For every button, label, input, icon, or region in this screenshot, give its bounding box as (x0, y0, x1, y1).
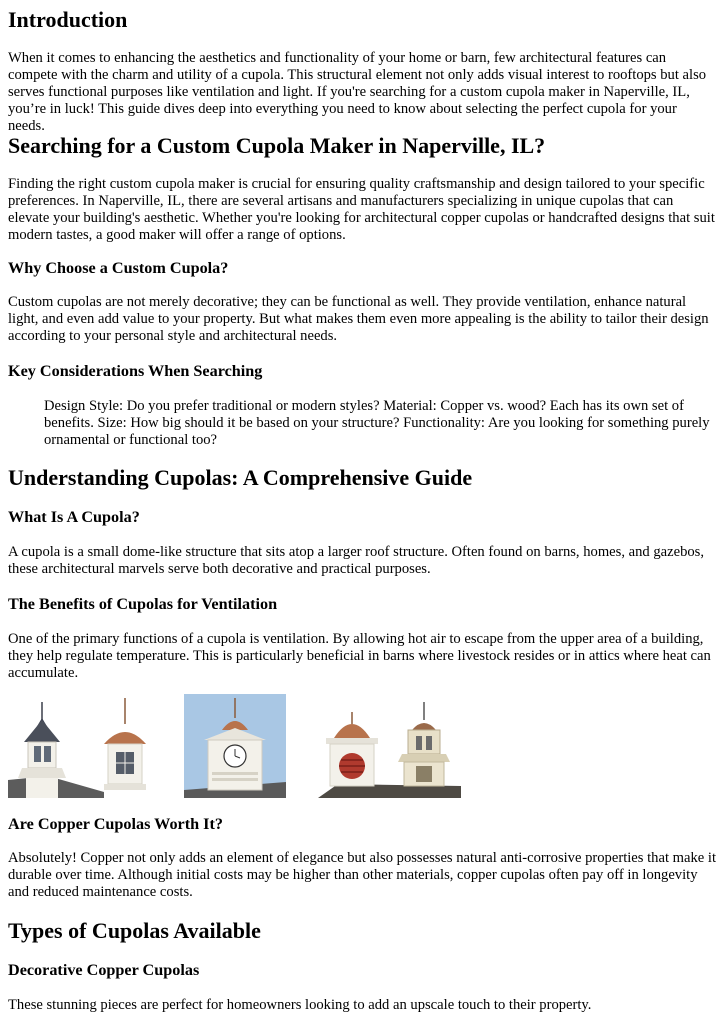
paragraph-benefits: One of the primary functions of a cupola is ventilation. By allowing hot air to escape from the upper area of a building, they help regulate temperature. This is particularly beneficial in barns where livestock resides or in attics where heat can accumulate. (8, 631, 711, 681)
heading-what-is-cupola: What Is A Cupola? (8, 508, 140, 526)
heading-decorative-copper: Decorative Copper Cupolas (8, 961, 200, 979)
cupolas-photo-collage (8, 694, 461, 798)
cupolas-image (8, 694, 461, 798)
paragraph-decorative-copper: These stunning pieces are perfect for homeowners looking to add an upscale touch to their property. (8, 997, 592, 1013)
heading-copper-worth: Are Copper Cupolas Worth It? (8, 815, 223, 833)
heading-benefits: The Benefits of Cupolas for Ventilation (8, 595, 278, 613)
paragraph-copper-worth: Absolutely! Copper not only adds an element of elegance but also possesses natural anti-corrosive properties that make it durable over time. Although initial costs may be higher than other materials, copper cupolas often pay off in longevity and reduced maintenance costs. (8, 850, 717, 900)
heading-introduction: Introduction (8, 7, 128, 32)
heading-why-custom: Why Choose a Custom Cupola? (8, 259, 229, 277)
paragraph-introduction: When it comes to enhancing the aesthetics and functionality of your home or barn, few architectural features can compete with the charm and utility of a cupola. This structural element not only adds visual interest to rooftops but also serves functional purposes like ventilation and light. If you're searching for a custom cupola maker in Naperville, IL, you’re in luck! This guide dives deep into everything you need to know about selecting the perfect cupola for your needs. (8, 50, 707, 134)
heading-key-considerations: Key Considerations When Searching (8, 362, 263, 380)
paragraph-why-custom: Custom cupolas are not merely decorative; they can be functional as well. They provide ventilation, enhance natural light, and even add value to your property. But what makes them even more appealing is the ability to tailor their design according to your personal style and architectural needs. (8, 294, 709, 344)
heading-understanding: Understanding Cupolas: A Comprehensive Guide (8, 465, 473, 490)
heading-types: Types of Cupolas Available (8, 918, 261, 943)
blockquote-key-considerations: Design Style: Do you prefer traditional or modern styles? Material: Copper vs. wood? Each has its own set of benefits. Size: How big should it be based on your structure? Functionality: Are you looking for something purely ornamental or functional too? (44, 398, 710, 448)
cupola-clock (184, 694, 286, 798)
heading-searching: Searching for a Custom Cupola Maker in Naperville, IL? (8, 133, 546, 158)
paragraph-what-is-cupola: A cupola is a small dome-like structure that sits atop a larger roof structure. Often found on barns, homes, and gazebos, these architectural marvels serve both decorative and practical purposes. (8, 544, 704, 577)
paragraph-searching: Finding the right custom cupola maker is crucial for ensuring quality craftsmanship and design tailored to your specific preferences. In Naperville, IL, there are several artisans and manufacturers specializing in unique cupolas that can elevate your building's aesthetic. Whether you're looking for architectural copper cupolas or handcrafted designs that suit modern tastes, a good maker will offer a range of options. (8, 176, 715, 243)
